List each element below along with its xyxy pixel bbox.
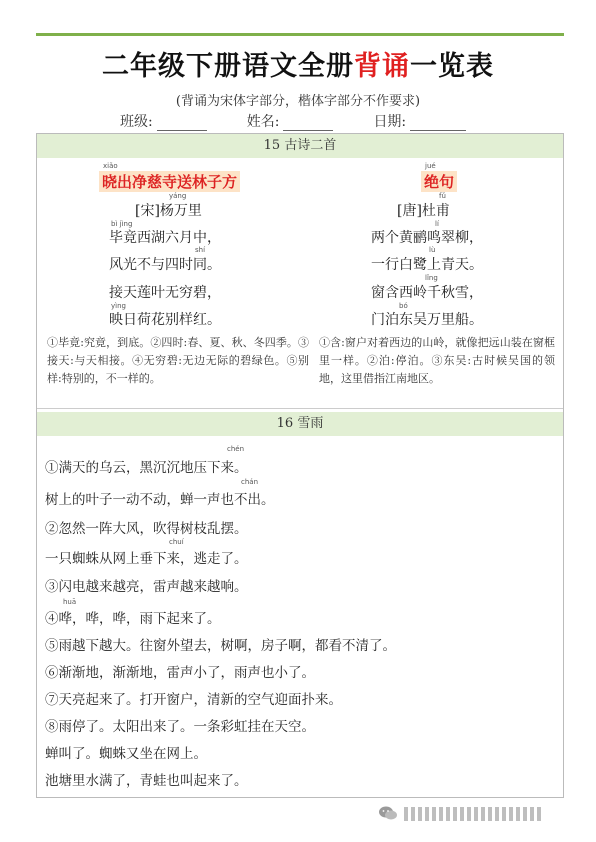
lesson16-para: ④哗，哗，哗，雨下起来了。 [45,611,221,627]
poem2-line: 一行白鹭上青天。 [371,257,483,273]
lesson16-para: ②忽然一阵大风，吹得树枝乱摆。 [45,521,248,537]
lesson16-para: 蝉叫了。蜘蛛又坐在网上。 [45,746,207,762]
lesson16-para: 池塘里水满了，青蛙也叫起来了。 [45,773,248,789]
pinyin: jué [425,162,436,170]
info-row [120,111,520,131]
pinyin: yìng [111,302,126,310]
lesson16-para: 一只蜘蛛从网上垂下来，逃走了。 [45,551,248,567]
pinyin: huā [63,598,77,606]
lesson16-para: 树上的叶子一动不动，蝉一声也不出。 [45,492,275,508]
poem1-line: 接天莲叶无穷碧， [109,285,221,301]
poem1-author: [宋]杨万里 [135,203,202,219]
pinyin: chén [227,445,245,453]
pinyin: fǔ [439,192,446,200]
pinyin: shí [195,246,206,254]
poem2-title: 绝句 [421,171,457,192]
lesson15-bar: 15 古诗二首 [37,134,563,158]
poem2-author: [唐]杜甫 [397,203,450,219]
pinyin: bó [399,302,408,310]
poem2-line: 门泊东吴万里船。 [371,312,483,328]
pinyin: yáng [169,192,187,200]
lesson16-para: ①满天的乌云，黑沉沉地压下来。 [45,460,248,476]
pinyin: bì jìng [111,220,133,228]
pinyin: lù [429,246,436,254]
poem1-note: ①毕竟:究竟，到底。②四时:春、夏、秋、冬四季。③接天:与天相接。④无穷碧:无边无际的碧绿色。⑤别样:特别的，不一样的。 [47,336,309,385]
poem2-line: 两个黄鹂鸣翠柳， [371,230,483,246]
name-field[interactable]: 姓名: [247,111,334,131]
poem1-line: 毕竟西湖六月中， [109,230,221,246]
page-subtitle: (背诵为宋体字部分，楷体字部分不作要求) [175,94,421,109]
page-title: 二年级下册语文全册背诵一览表 [102,51,494,82]
content-box [36,133,564,798]
pinyin: lǐng [425,274,438,282]
lesson16-para: ③闪电越来越亮，雷声越来越响。 [45,579,248,595]
poem2-line: 窗含西岭千秋雪， [371,285,483,301]
class-field[interactable]: 班级: [120,111,207,131]
poem2-note: ①含:窗户对着西边的山岭，就像把远山装在窗框里一样。②泊:停泊。③东吴:古时候吴国的领地，这里借指江南地区。 [319,336,555,385]
lesson16-para: ⑦天亮起来了。打开窗户，清新的空气迎面扑来。 [45,692,342,708]
poem1-line: 风光不与四时同。 [109,257,221,273]
lesson16-para: ⑧雨停了。太阳出来了。一条彩虹挂在天空。 [45,719,315,735]
lesson16-para: ⑥渐渐地，渐渐地，雷声小了，雨声也小了。 [45,665,315,681]
poem1-title: 晓出净慈寺送林子方 [99,171,240,192]
lesson16-para: ⑤雨越下越大。往窗外望去，树啊，房子啊，都看不清了。 [45,638,396,654]
poem1-line: 映日荷花别样红。 [109,312,221,328]
date-field[interactable]: 日期: [373,111,466,131]
top-rule [36,33,564,36]
pinyin: chuí [169,538,184,546]
lesson16-bar: 16 雪雨 [37,412,563,436]
pinyin: chán [241,478,259,486]
wechat-icon [378,805,398,821]
section-divider [37,408,563,409]
pinyin: lí [435,220,439,228]
watermark [404,806,584,822]
pinyin: xiǎo [103,162,118,170]
